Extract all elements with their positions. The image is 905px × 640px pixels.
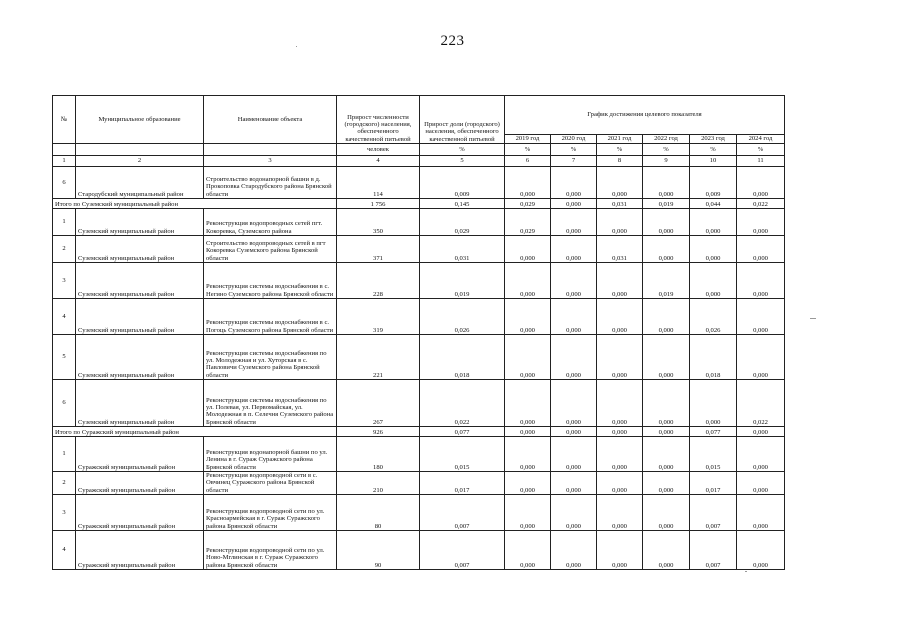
value-cell: 0,000 — [505, 335, 551, 380]
column-number: 10 — [690, 156, 737, 167]
value-cell: 221 — [337, 335, 420, 380]
value-cell: 0,000 — [597, 167, 643, 199]
value-cell: 0,009 — [420, 167, 505, 199]
table-row — [53, 167, 785, 199]
unit-cell: % — [597, 144, 643, 156]
value-cell: 0,026 — [420, 299, 505, 335]
value-cell: 0,000 — [551, 263, 597, 299]
value-cell: 0,000 — [597, 531, 643, 570]
municipality-cell: Суземский муниципальный район — [76, 299, 204, 335]
header-year: 2019 год — [505, 135, 551, 144]
value-cell: 0,018 — [690, 335, 737, 380]
header-no: № — [53, 96, 76, 144]
object-cell: Реконструкция водопроводной сети в с. Овчинец Суражского района Брянской области — [204, 472, 337, 495]
scan-speck — [296, 46, 297, 47]
value-cell: 0,000 — [737, 495, 785, 531]
table-row — [53, 437, 785, 472]
value-cell: 0,007 — [690, 531, 737, 570]
column-number: 2 — [76, 156, 204, 167]
table-row — [53, 531, 785, 570]
value-cell: 0,007 — [420, 531, 505, 570]
unit-cell: человек — [337, 144, 420, 156]
object-cell: Реконструкция системы водоснабжения в с. Негино Суземского района Брянской области — [204, 263, 337, 299]
value-cell: 0,000 — [643, 531, 690, 570]
value-cell: 114 — [337, 167, 420, 199]
value-cell: 0,044 — [690, 199, 737, 209]
value-cell: 0,000 — [505, 427, 551, 437]
value-cell: 0,000 — [505, 531, 551, 570]
municipality-cell: Суземский муниципальный район — [76, 263, 204, 299]
unit-cell: % — [505, 144, 551, 156]
row-number: 5 — [53, 335, 76, 380]
municipality-cell: Суражский муниципальный район — [76, 495, 204, 531]
value-cell: 1 756 — [337, 199, 420, 209]
row-number: 2 — [53, 472, 76, 495]
value-cell: 0,000 — [737, 209, 785, 236]
value-cell: 926 — [337, 427, 420, 437]
row-number: 6 — [53, 167, 76, 199]
header-year: 2020 год — [551, 135, 597, 144]
value-cell: 0,009 — [690, 167, 737, 199]
table-row — [53, 335, 785, 380]
value-cell: 0,000 — [597, 472, 643, 495]
row-number: 3 — [53, 495, 76, 531]
value-cell: 0,077 — [690, 427, 737, 437]
page-number: 223 — [440, 33, 465, 49]
object-cell: Реконструкция системы водоснабжения по ул. Полевая, ул. Первомайская, ул. Молодежная в п. Селечня Суземского района Брянской области — [204, 380, 337, 427]
value-cell: 0,000 — [737, 427, 785, 437]
column-number: 4 — [337, 156, 420, 167]
value-cell: 0,000 — [551, 437, 597, 472]
value-cell: 0,019 — [643, 199, 690, 209]
value-cell: 0,022 — [420, 380, 505, 427]
column-number: 7 — [551, 156, 597, 167]
object-cell: Реконструкция водонапорной башни по ул. Ленина в г. Сураж Суражского района Брянской области — [204, 437, 337, 472]
value-cell: 0,000 — [643, 495, 690, 531]
targets-table — [52, 95, 785, 570]
value-cell: 0,000 — [690, 263, 737, 299]
unit-cell: % — [551, 144, 597, 156]
header-pop-increase: Прирост численности (городского) населения, обеспеченного качественной питьевой — [337, 96, 420, 144]
value-cell: 0,077 — [420, 427, 505, 437]
value-cell: 0,000 — [551, 299, 597, 335]
value-cell: 210 — [337, 472, 420, 495]
row-number: 6 — [53, 380, 76, 427]
municipality-cell: Суражский муниципальный район — [76, 472, 204, 495]
value-cell: 0,000 — [551, 236, 597, 263]
value-cell: 0,000 — [737, 167, 785, 199]
value-cell: 0,000 — [505, 380, 551, 427]
row-number: 1 — [53, 209, 76, 236]
value-cell: 267 — [337, 380, 420, 427]
value-cell: 0,022 — [737, 199, 785, 209]
value-cell: 0,000 — [551, 495, 597, 531]
object-cell: Реконструкция системы водоснабжения в с. Погоць Суземского района Брянской области — [204, 299, 337, 335]
object-cell: Реконструкция водопроводной сети по ул. Красноармейская в г. Сураж Суражского района Брянской области — [204, 495, 337, 531]
value-cell: 0,022 — [737, 380, 785, 427]
value-cell: 0,000 — [737, 263, 785, 299]
value-cell: 0,007 — [690, 495, 737, 531]
value-cell: 0,029 — [420, 209, 505, 236]
value-cell: 350 — [337, 209, 420, 236]
value-cell: 0,000 — [737, 236, 785, 263]
header-year: 2024 год — [737, 135, 785, 144]
value-cell: 0,000 — [551, 209, 597, 236]
value-cell: 0,029 — [505, 199, 551, 209]
scan-speck — [810, 318, 816, 319]
value-cell: 0,000 — [597, 495, 643, 531]
municipality-cell: Суземский муниципальный район — [76, 209, 204, 236]
value-cell: 0,015 — [420, 437, 505, 472]
row-number: 3 — [53, 263, 76, 299]
value-cell: 0,019 — [643, 263, 690, 299]
value-cell: 0,000 — [551, 472, 597, 495]
value-cell: 0,000 — [737, 472, 785, 495]
value-cell: 0,000 — [505, 299, 551, 335]
value-cell: 0,000 — [643, 299, 690, 335]
value-cell: 0,015 — [690, 437, 737, 472]
value-cell: 0,031 — [597, 236, 643, 263]
row-number: 4 — [53, 531, 76, 570]
value-cell: 0,000 — [643, 427, 690, 437]
header-year: 2021 год — [597, 135, 643, 144]
value-cell: 0,000 — [597, 263, 643, 299]
object-cell: Реконструкция водопроводной сети по ул. Ново-Мглинская в г. Сураж Суражского района Брянской области — [204, 531, 337, 570]
column-number: 5 — [420, 156, 505, 167]
header-share-increase: Прирост доли (городского) населения, обеспеченного качественной питьевой — [420, 96, 505, 144]
value-cell: 0,000 — [643, 209, 690, 236]
column-number: 11 — [737, 156, 785, 167]
value-cell: 0,026 — [690, 299, 737, 335]
value-cell: 0,000 — [505, 236, 551, 263]
object-cell: Строительство водопроводных сетей в пгт Кокоревка Суземского района Брянской области — [204, 236, 337, 263]
value-cell: 371 — [337, 236, 420, 263]
total-row — [53, 199, 785, 209]
value-cell: 0,000 — [505, 167, 551, 199]
value-cell: 0,029 — [505, 209, 551, 236]
table-row — [53, 380, 785, 427]
scan-speck — [745, 571, 747, 572]
value-cell: 0,000 — [505, 472, 551, 495]
header-municipality: Муниципальное образование — [76, 96, 204, 144]
value-cell: 0,000 — [505, 495, 551, 531]
object-cell: Реконструкция системы водоснабжения по ул. Молодежная и ул. Хуторская в с. Павловичи Суземского района Брянской области — [204, 335, 337, 380]
municipality-cell: Суземский муниципальный район — [76, 335, 204, 380]
unit-cell: % — [643, 144, 690, 156]
municipality-cell: Суземский муниципальный район — [76, 236, 204, 263]
value-cell: 0,000 — [737, 437, 785, 472]
unit-cell: % — [420, 144, 505, 156]
value-cell: 80 — [337, 495, 420, 531]
value-cell: 0,000 — [643, 335, 690, 380]
value-cell: 0,000 — [643, 380, 690, 427]
value-cell: 0,000 — [643, 236, 690, 263]
value-cell: 0,000 — [690, 236, 737, 263]
total-label: Итого по Суражский муниципальный район — [53, 427, 337, 437]
value-cell: 0,031 — [597, 199, 643, 209]
municipality-cell: Суражский муниципальный район — [76, 531, 204, 570]
municipality-cell: Суражский муниципальный район — [76, 437, 204, 472]
value-cell: 0,000 — [505, 437, 551, 472]
value-cell: 0,000 — [597, 427, 643, 437]
value-cell: 90 — [337, 531, 420, 570]
value-cell: 319 — [337, 299, 420, 335]
value-cell: 0,000 — [643, 167, 690, 199]
value-cell: 0,000 — [597, 437, 643, 472]
value-cell: 0,017 — [420, 472, 505, 495]
value-cell: 0,000 — [597, 335, 643, 380]
header-year: 2023 год — [690, 135, 737, 144]
value-cell: 0,000 — [551, 167, 597, 199]
column-number: 9 — [643, 156, 690, 167]
municipality-cell: Суземский муниципальный район — [76, 380, 204, 427]
value-cell: 0,018 — [420, 335, 505, 380]
value-cell: 0,000 — [597, 209, 643, 236]
value-cell: 0,000 — [690, 209, 737, 236]
value-cell: 0,019 — [420, 263, 505, 299]
value-cell: 0,000 — [737, 531, 785, 570]
table-row — [53, 299, 785, 335]
total-row — [53, 427, 785, 437]
value-cell: 0,000 — [643, 472, 690, 495]
value-cell: 0,017 — [690, 472, 737, 495]
value-cell: 0,000 — [690, 380, 737, 427]
value-cell: 0,007 — [420, 495, 505, 531]
value-cell: 0,000 — [737, 299, 785, 335]
column-number: 3 — [204, 156, 337, 167]
column-number: 6 — [505, 156, 551, 167]
column-number: 8 — [597, 156, 643, 167]
row-number: 1 — [53, 437, 76, 472]
value-cell: 0,000 — [551, 427, 597, 437]
value-cell: 0,000 — [551, 199, 597, 209]
column-number: 1 — [53, 156, 76, 167]
object-cell: Строительство водонапорной башни в д. Прокоповка Стародубского района Брянской области — [204, 167, 337, 199]
value-cell: 180 — [337, 437, 420, 472]
table-row — [53, 472, 785, 495]
header-object: Наименование объекта — [204, 96, 337, 144]
value-cell: 0,000 — [505, 263, 551, 299]
unit-cell: % — [737, 144, 785, 156]
unit-cell: % — [690, 144, 737, 156]
value-cell: 228 — [337, 263, 420, 299]
table-row — [53, 236, 785, 263]
municipality-cell: Стародубский муниципальный район — [76, 167, 204, 199]
total-label: Итого по Суземский муниципальный район — [53, 199, 337, 209]
row-number: 4 — [53, 299, 76, 335]
table-row — [53, 495, 785, 531]
value-cell: 0,000 — [737, 335, 785, 380]
value-cell: 0,000 — [597, 380, 643, 427]
value-cell: 0,031 — [420, 236, 505, 263]
value-cell: 0,145 — [420, 199, 505, 209]
header-year: 2022 год — [643, 135, 690, 144]
header-schedule: График достижения целевого показателя — [505, 96, 785, 135]
value-cell: 0,000 — [551, 380, 597, 427]
value-cell: 0,000 — [597, 299, 643, 335]
row-number: 2 — [53, 236, 76, 263]
value-cell: 0,000 — [643, 437, 690, 472]
table-row — [53, 263, 785, 299]
table-row — [53, 209, 785, 236]
object-cell: Реконструкция водопроводных сетей пгт. Кокоревка, Суземского района — [204, 209, 337, 236]
value-cell: 0,000 — [551, 335, 597, 380]
value-cell: 0,000 — [551, 531, 597, 570]
